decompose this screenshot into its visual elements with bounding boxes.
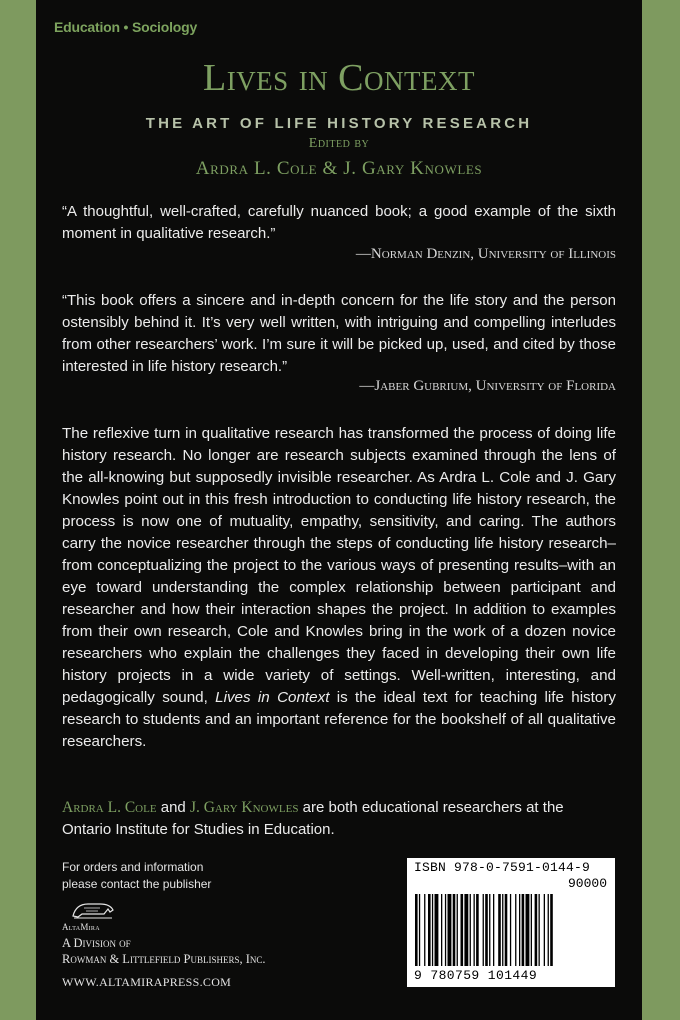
review-attribution-1: —Norman Denzin, University of Illinois xyxy=(355,246,616,262)
orders-line-2: please contact the publisher xyxy=(62,877,212,891)
book-subtitle: THE ART OF LIFE HISTORY RESEARCH xyxy=(145,115,533,132)
category-label: Education • Sociology xyxy=(54,19,198,35)
description-text-end: is the ideal text for teaching life history research to students and an important reference for the bookshelf of all qualitative researchers. xyxy=(62,689,616,750)
barcode-bar xyxy=(489,894,490,966)
altamira-logo-icon xyxy=(70,898,116,920)
barcode-bar xyxy=(474,894,475,966)
author-bio xyxy=(62,797,616,841)
barcode-bar xyxy=(548,894,549,966)
barcode-bar xyxy=(483,894,484,966)
barcode-bar xyxy=(470,894,471,966)
barcode-bar xyxy=(464,894,468,966)
barcode-bar xyxy=(522,894,525,966)
review-quote-1: “A thoughtful, well-crafted, carefully nuanced book; a good example of the sixth moment in qualitative research.” xyxy=(62,203,616,242)
barcode-bar xyxy=(519,894,520,966)
publisher-url: WWW.ALTAMIRAPRESS.COM xyxy=(62,975,232,989)
review-quote-2: “This book offers a sincere and in-depth concern for the life story and the person ostensibly behind it. It’s very well written, with intriguing and compelling interludes from other researchers’ work. I’m sure it will be picked up, used, and cited by those interested in life history research.” xyxy=(62,292,616,375)
isbn-text: ISBN 978-0-7591-0144-9 xyxy=(414,860,591,875)
barcode-bar xyxy=(531,894,532,966)
isbn-barcode xyxy=(407,858,615,987)
book-description xyxy=(62,423,616,753)
barcode-bar xyxy=(498,894,501,966)
orders-info xyxy=(62,859,211,893)
author-bio-and: and xyxy=(160,799,186,816)
barcode-bar xyxy=(424,894,425,966)
edited-by-label: Edited by xyxy=(308,136,370,151)
barcode-bar xyxy=(419,894,420,966)
barcode-bar xyxy=(515,894,516,966)
barcode-bar xyxy=(539,894,540,966)
orders-line-1: For orders and information xyxy=(62,860,204,874)
author-name-1: Ardra L. Cole xyxy=(62,799,157,816)
barcode-bar xyxy=(428,894,431,966)
barcode-bar xyxy=(448,894,452,966)
barcode-bar xyxy=(415,894,418,966)
barcode-bar xyxy=(435,894,439,966)
barcode-bar xyxy=(453,894,456,966)
barcode-bar xyxy=(476,894,479,966)
barcode-bar xyxy=(502,894,503,966)
barcode-bar xyxy=(526,894,530,966)
review-attribution-2: —Jaber Gubrium, University of Florida xyxy=(359,378,616,394)
barcode-bar xyxy=(445,894,446,966)
barcode-bar xyxy=(485,894,488,966)
description-text: The reflexive turn in qualitative research has transformed the process of doing life history research. No longer are research subjects examined through the lens of the all-knowing but supposedly invisible researcher. As Ardra L. Cole and J. Gary Knowles point out in this fresh introduction to conducting life history research, the process is now one of mutuality, empathy, sensitivity, and caring. The authors carry the novice researcher through the steps of conducting life history research–from conceptualizing the project to the various ways of presenting results–with an eye toward understanding the complex relationship between participant and researcher and how their interaction shapes the project. In addition to examples from their own research, Cole and Knowles bring in the work of a dozen novice researchers who explain the challenges they faced in developing their own life history projects in a wide variety of settings. Well-written, interesting, and pedagogically sound, xyxy=(62,425,616,706)
barcode-bar xyxy=(550,894,553,966)
barcode-bar xyxy=(544,894,545,966)
publisher-line-2: Rowman & Littlefield Publishers, Inc. xyxy=(62,952,266,966)
author-bio-text: are both educational researchers at the Ontario Institute for Studies in Education. xyxy=(62,799,564,838)
back-cover xyxy=(36,0,642,1020)
editors-names: Ardra L. Cole & J. Gary Knowles xyxy=(195,158,483,179)
publisher-line-1: A Division of xyxy=(62,936,131,950)
barcode-bar xyxy=(461,894,464,966)
book-title: Lives in Context xyxy=(202,57,476,99)
barcode-bar xyxy=(493,894,494,966)
barcode-bar xyxy=(432,894,433,966)
barcode-bar xyxy=(441,894,442,966)
price-code: 90000 xyxy=(567,876,607,891)
publisher-info xyxy=(62,935,266,967)
author-name-2: J. Gary Knowles xyxy=(189,799,299,816)
barcode-bar xyxy=(457,894,458,966)
barcode-bar xyxy=(510,894,511,966)
description-title-italic: Lives in Context xyxy=(215,689,330,706)
logo-name: AltaMira xyxy=(62,922,100,932)
ean-number: 9 780759 101449 xyxy=(414,968,538,983)
barcode-bar xyxy=(505,894,508,966)
barcode-bar xyxy=(535,894,538,966)
